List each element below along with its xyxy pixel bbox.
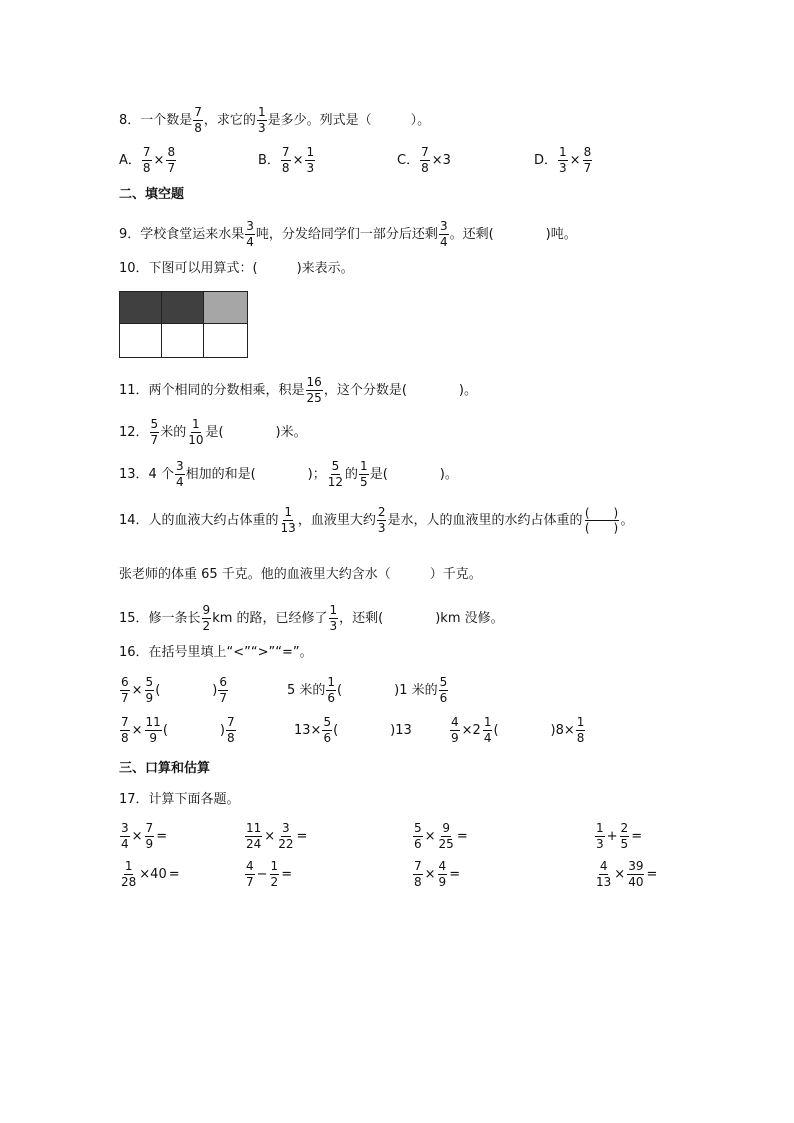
grid-cell-empty — [162, 324, 204, 357]
question-14-line-2: 张老师的体重 65 千克。他的血液里大约含水（ ）千克。 — [119, 567, 482, 582]
q16-compare-4: 13× $\frac{5}{6}$ ( ) 13 — [294, 715, 412, 745]
q16-blank-2[interactable]: ( ) — [337, 682, 400, 698]
q16-compare-1: $\frac{6}{7}$ × $\frac{5}{9}$ ( ) $\frac{6}{7}$ — [121, 675, 227, 705]
q16-blank-3[interactable]: ( ) — [162, 722, 225, 738]
q16-compare-2: 5 米的 $\frac{1}{6}$ ( ) 1 米的 $\frac{5}{6}$ — [287, 675, 448, 705]
question-10: 10．下图可以用算式：( )来表示。 — [119, 261, 354, 276]
q8-option-a[interactable]: A． $\frac{7}{8}$ × $\frac{8}{7}$ — [119, 145, 176, 175]
q17-item-2: $\frac{11}{24}$ × $\frac{3}{22}$ = — [246, 821, 308, 851]
grid-cell-shaded-dark — [162, 292, 204, 324]
question-16-title: 16．在括号里填上“<”“>”“=”。 — [119, 645, 313, 660]
question-14: 14．人的血液大约占体重的 $\frac{1}{13}$ ，血液里大约 $\frac{2}{3}$ 是水，人的血液里的水约占体重的 ( ) ( ) 。 — [119, 505, 634, 535]
grid-cell-shaded-light — [204, 292, 247, 324]
question-8 — [119, 106, 430, 134]
grid-cell-shaded-dark — [120, 292, 162, 324]
q8-fraction-1: $\frac{7}{8}$ — [194, 105, 202, 135]
grid-cell-empty — [120, 324, 162, 357]
question-11: 11．两个相同的分数相乘，积是 $\frac{16}{25}$ ，这个分数是( )。 — [119, 375, 477, 405]
q8-prefix: 8．一个数是 — [119, 112, 193, 128]
q17-item-3: $\frac{5}{6}$ × $\frac{9}{25}$ = — [414, 821, 468, 851]
question-12: 12． $\frac{5}{7}$ 米的 $\frac{1}{10}$ 是( )米。 — [119, 417, 307, 447]
q8-mid: ，求它的 — [203, 112, 256, 128]
q17-item-5: $\frac{1}{28}$ ×40 = — [121, 859, 180, 889]
q16-compare-5: $\frac{4}{9}$ ×2 $\frac{1}{4}$ ( ) 8× $\frac{1}{8}$ — [451, 715, 585, 745]
q17-item-4: $\frac{1}{3}$ + $\frac{2}{5}$ = — [596, 821, 643, 851]
q8-option-b[interactable]: B． $\frac{7}{8}$ × $\frac{1}{3}$ — [258, 145, 315, 175]
grid-cell-empty — [204, 324, 247, 357]
q16-blank-5[interactable]: ( ) — [493, 722, 556, 738]
q16-blank-4[interactable]: ( ) — [333, 722, 396, 738]
question-15: 15．修一条长 $\frac{9}{2}$ km 的路，已经修了 $\frac{1}{3}$ ，还剩( )km 没修。 — [119, 603, 504, 633]
question-13: 13．4 个 $\frac{3}{4}$ 相加的和是( )； $\frac{5}{12}$ 的 $\frac{1}{5}$ 是( )。 — [119, 459, 458, 489]
q14-answer-fraction-blank[interactable]: ( ) ( ) — [584, 506, 619, 535]
fraction-grid-figure — [119, 291, 248, 358]
q8-fraction-2: $\frac{1}{3}$ — [257, 105, 266, 135]
q17-item-7: $\frac{7}{8}$ × $\frac{4}{9}$ = — [414, 859, 461, 889]
q17-item-6: $\frac{4}{7}$ − $\frac{1}{2}$ = — [246, 859, 293, 889]
q16-compare-3: $\frac{7}{8}$ × $\frac{11}{9}$ ( ) $\frac{7}{8}$ — [121, 715, 235, 745]
q17-item-1: $\frac{3}{4}$ × $\frac{7}{9}$ = — [121, 821, 168, 851]
section-heading-3: 三、口算和估算 — [119, 761, 211, 776]
section-heading-2: 二、填空题 — [119, 187, 185, 202]
q17-item-8: $\frac{4}{13}$ × $\frac{39}{40}$ = — [596, 859, 658, 889]
q16-blank-1[interactable]: ( ) — [155, 682, 218, 698]
q8-option-d[interactable]: D． $\frac{1}{3}$ × $\frac{8}{7}$ — [534, 145, 592, 175]
q8-suffix: 是多少。列式是（ ）。 — [267, 112, 431, 128]
q8-option-c[interactable]: C． $\frac{7}{8}$ ×3 — [397, 145, 451, 175]
question-9: 9．学校食堂运来水果 $\frac{3}{4}$ 吨，分发给同学们一部分后还剩 $\frac{3}{4}$ 。还剩( )吨。 — [119, 219, 577, 249]
question-17-title: 17．计算下面各题。 — [119, 792, 240, 807]
